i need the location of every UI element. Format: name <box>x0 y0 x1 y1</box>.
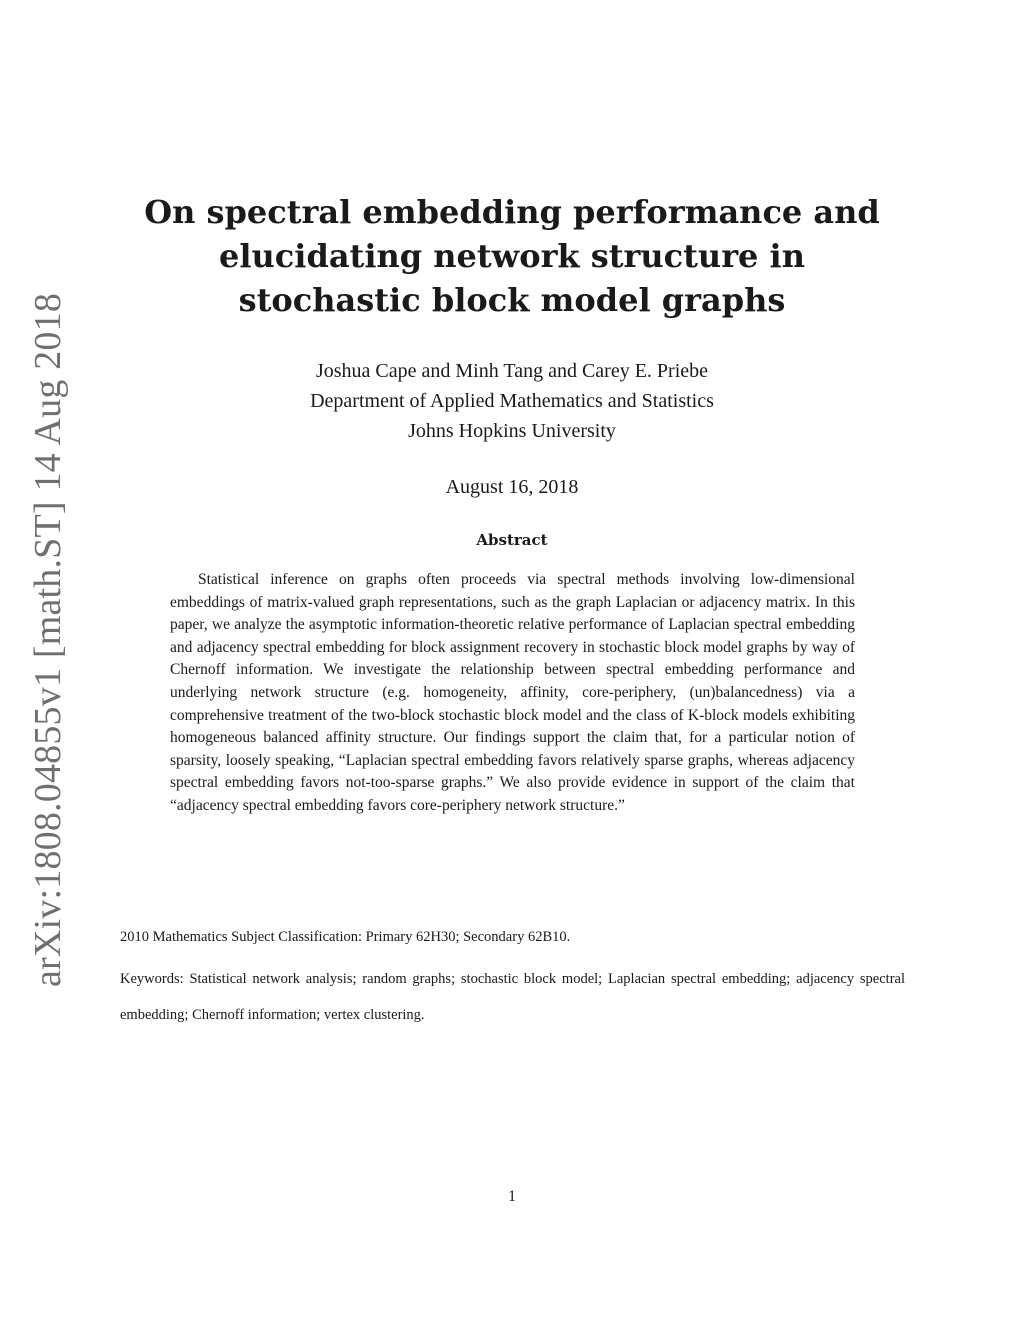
title-line-1: On spectral embedding performance and <box>144 193 880 231</box>
subject-classification: 2010 Mathematics Subject Classification: Primary 62H30; Secondary 62B10. <box>120 929 571 945</box>
title-line-3: stochastic block model graphs <box>238 281 786 319</box>
abstract-text: Statistical inference on graphs often proceeds via spectral methods involving low-dimensional embeddings of matrix-valued graph representations, such as the graph Laplacian or adjacency matrix. In this paper, we analyze the asymptotic information-theoretic relative performance of Laplacian spectral embedding and adjacency spectral embedding for block assignment recovery in stochastic block model graphs by way of Chernoff information. We investigate the relationship between spectral embedding performance and underlying network structure (e.g. homogeneity, affinity, core-periphery, (un)balancedness) via a comprehensive treatment of the two-block stochastic block model and the class of K-block models exhibiting homogeneous balanced affinity structure. Our findings support the claim that, for a particular notion of sparsity, loosely speaking, “Laplacian spectral embedding favors relatively sparse graphs, whereas adjacency spectral embedding favors not-too-sparse graphs.” We also provide evidence in support of the claim that “adjacency spectral embedding favors core-periphery network structure.” <box>170 571 855 814</box>
paper-title <box>0 190 1024 322</box>
keywords: Keywords: Statistical network analysis; random graphs; stochastic block model; Laplacian spectral embedding; adjacency spectral embedding; Chernoff information; vertex clustering. <box>120 971 905 1023</box>
author-university: Johns Hopkins University <box>408 420 616 442</box>
publication-date: August 16, 2018 <box>445 476 579 498</box>
abstract-heading: Abstract <box>476 531 548 549</box>
author-names: Joshua Cape and Minh Tang and Carey E. Priebe <box>315 360 709 382</box>
author-department: Department of Applied Mathematics and Statistics <box>310 390 714 412</box>
title-line-2: elucidating network structure in <box>219 237 805 275</box>
arxiv-identifier: arXiv:1808.04855v1 [math.ST] 14 Aug 2018 <box>27 292 69 988</box>
author-block <box>0 356 1024 446</box>
page-number: 1 <box>508 1188 516 1205</box>
